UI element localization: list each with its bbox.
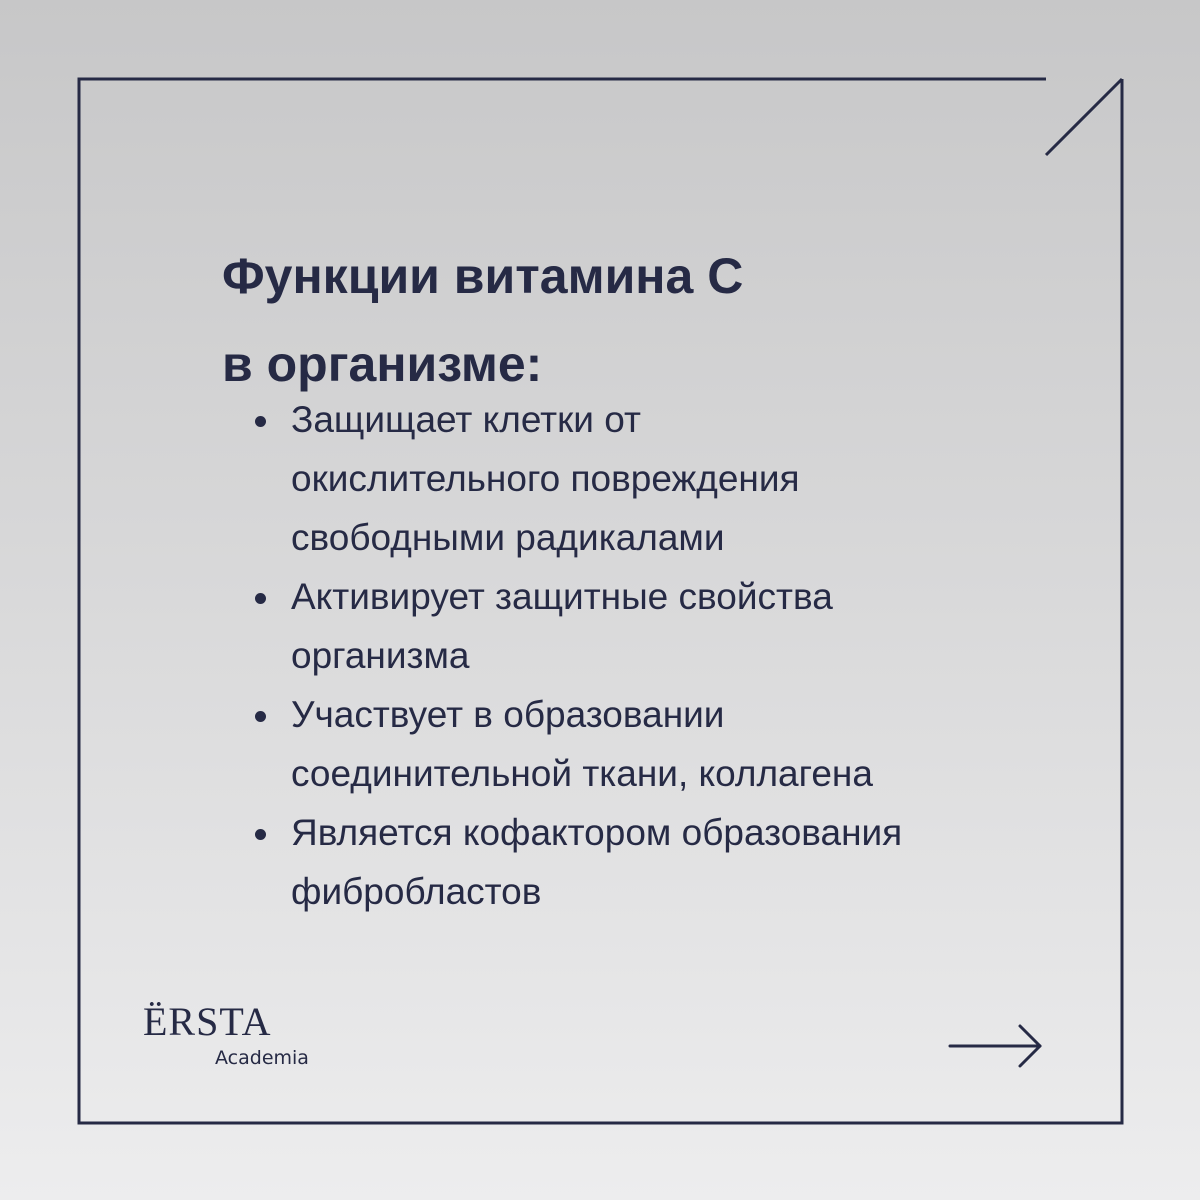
bullet-icon — [255, 829, 266, 840]
logo-subtitle: Academia — [215, 1047, 309, 1069]
title-line-2: в организме: — [222, 336, 543, 392]
list-item — [254, 803, 1014, 921]
page-title — [222, 232, 982, 408]
list-item-line: организма — [291, 635, 470, 676]
arrow-right-icon[interactable] — [948, 1022, 1046, 1070]
bullet-icon — [255, 593, 266, 604]
list-item-line: Участвует в образовании — [291, 694, 725, 735]
list-item-line: свободными радикалами — [291, 517, 725, 558]
list-item-line: соединительной ткани, коллагена — [291, 753, 873, 794]
list-item — [254, 685, 1014, 803]
list-item-line: окислительного повреждения — [291, 458, 800, 499]
title-line-1: Функции витамина С — [222, 248, 744, 304]
list-item-line: фибробластов — [291, 871, 542, 912]
logo-brand-name: ЁRSTA — [143, 999, 272, 1044]
bullet-icon — [255, 416, 266, 427]
list-item — [254, 567, 1014, 685]
list-item-line: Защищает клетки от — [291, 399, 641, 440]
list-item-line: Активирует защитные свойства — [291, 576, 833, 617]
list-item-line: Является кофактором образования — [291, 812, 903, 853]
functions-list — [254, 390, 1014, 921]
bullet-icon — [255, 711, 266, 722]
brand-logo — [143, 994, 343, 1074]
list-item — [254, 390, 1014, 567]
